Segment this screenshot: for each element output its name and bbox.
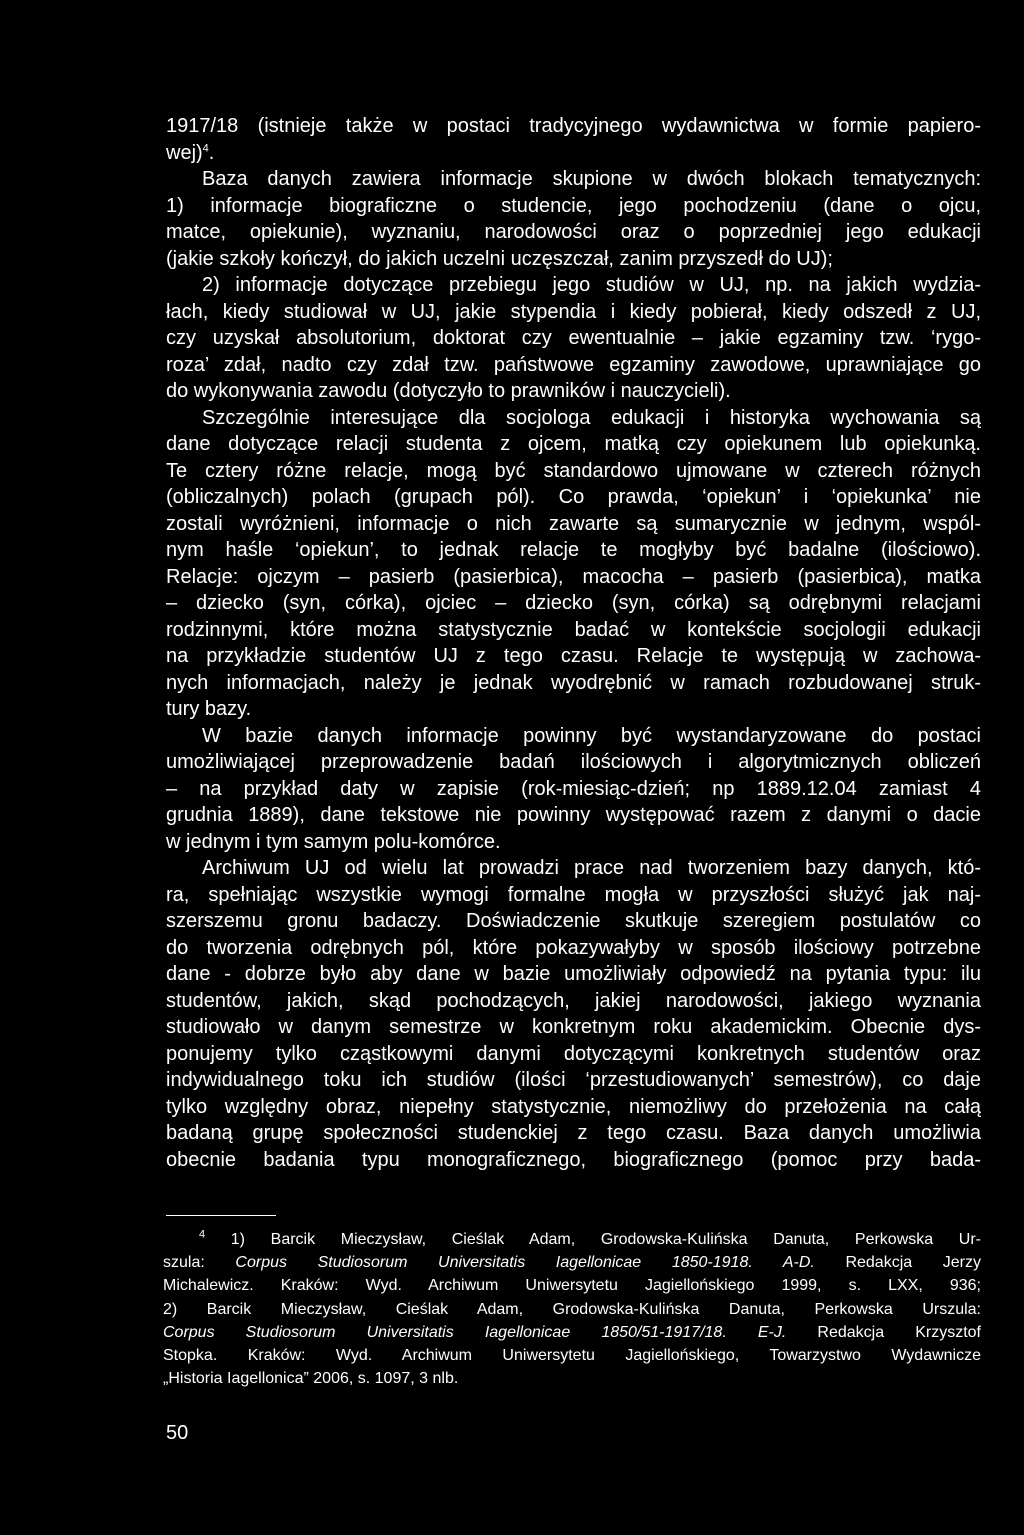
text-line bbox=[166, 193, 981, 220]
text-line-suffix: . bbox=[208, 141, 215, 164]
footnote-marker: 4 bbox=[199, 1228, 206, 1241]
footnote-line bbox=[163, 1344, 981, 1367]
text-line-content: czy uzyskał absolutorium, doktorat czy ewentualnie – jakie egzaminy tzw. ‘rygo- bbox=[166, 327, 981, 349]
text-line-content: Te cztery różne relacje, mogą być standardowo ujmowane w czterech różnych bbox=[166, 459, 981, 482]
text-line bbox=[166, 882, 981, 909]
footnote-text: szula: bbox=[163, 1254, 236, 1272]
text-line-content: studentów, jakich, skąd pochodzących, jakiej narodowości, jakiego wyznania bbox=[166, 989, 981, 1012]
text-line bbox=[166, 352, 981, 379]
text-line-content: – dziecko (syn, córka), ojciec – dziecko (syn, córka) są odrębnymi relacjami bbox=[166, 592, 981, 614]
text-line bbox=[166, 696, 981, 723]
text-line bbox=[166, 1094, 981, 1121]
text-line bbox=[166, 219, 981, 246]
footnote-text: Stopka. Kraków: Wyd. Archiwum Uniwersytetu Jagiellońskiego, Towarzystwo Wydawnicze bbox=[163, 1347, 981, 1365]
text-line-content: wej) bbox=[166, 141, 203, 164]
body-text bbox=[166, 113, 981, 1173]
text-line-content: obecnie badania typu monograficznego, biograficznego (pomoc przy bada- bbox=[166, 1148, 981, 1171]
text-line bbox=[166, 1120, 981, 1147]
text-line-content: matce, opiekunie), wyznaniu, narodowości oraz o poprzedniej jego edukacji bbox=[166, 221, 981, 243]
text-line bbox=[166, 1067, 981, 1094]
text-line-content: ponujemy tylko cząstkowymi danymi dotyczącymi konkretnych studentów oraz bbox=[166, 1042, 981, 1065]
text-line bbox=[166, 405, 981, 432]
text-line bbox=[166, 1147, 981, 1174]
text-line-content: Archiwum UJ od wielu lat prowadzi prace nad tworzeniem bazy danych, któ- bbox=[202, 857, 981, 879]
text-line-content: (jakie szkoły kończył, do jakich uczelni uczęszczał, zanim przyszedł do UJ); bbox=[166, 247, 833, 270]
text-line bbox=[166, 643, 981, 670]
text-line bbox=[166, 246, 981, 273]
text-line bbox=[166, 299, 981, 326]
text-line-content: 1917/18 (istnieje także w postaci tradycyjnego wydawnictwa w formie papiero- bbox=[166, 115, 981, 137]
text-line-content: studiowało w danym semestrze w konkretnym roku akademickim. Obecnie dys- bbox=[166, 1016, 981, 1038]
text-line-content: szerszemu gronu badaczy. Doświadczenie skutkuje szeregiem postulatów co bbox=[166, 910, 981, 932]
text-line bbox=[166, 484, 981, 511]
text-line-content: indywidualnego toku ich studiów (ilości ‘przestudiowanych’ semestrów), co daje bbox=[166, 1069, 981, 1091]
text-line bbox=[166, 961, 981, 988]
footnote-line bbox=[163, 1367, 981, 1390]
footnote-line bbox=[163, 1251, 981, 1274]
text-line bbox=[166, 670, 981, 697]
text-line-content: nych informacjach, należy je jednak wyodrębnić w ramach rozbudowanej struk- bbox=[166, 671, 981, 694]
text-line bbox=[166, 988, 981, 1015]
text-line bbox=[166, 908, 981, 935]
text-line-content: ra, spełniając wszystkie wymogi formalne mogła w przyszłości służyć jak naj- bbox=[166, 883, 981, 906]
text-line-content: W bazie danych informacje powinny być wystandaryzowane do postaci bbox=[202, 724, 981, 747]
footnote-text: Michalewicz. Kraków: Wyd. Archiwum Uniwersytetu Jagiellońskiego 1999, s. LXX, 936; bbox=[163, 1277, 981, 1295]
text-line bbox=[166, 935, 981, 962]
text-line-content: (obliczalnych) polach (grupach pól). Co prawda, ‘opiekun’ i ‘opiekunka’ nie bbox=[166, 486, 981, 508]
text-line-content: do wykonywania zawodu (dotyczyło to prawników i nauczycieli). bbox=[166, 380, 731, 402]
text-line-content: tury bazy. bbox=[166, 698, 252, 720]
text-line-content: dane - dobrze było aby dane w bazie umożliwiały odpowiedź na pytania typu: ilu bbox=[166, 963, 981, 985]
text-line-content: badaną grupę społeczności studenckiej z tego czasu. Baza danych umożliwia bbox=[166, 1122, 981, 1144]
footnote-text: 1) Barcik Mieczysław, Cieślak Adam, Grodowska-Kulińska Danuta, Perkowska Ur- bbox=[230, 1231, 982, 1248]
text-line bbox=[166, 431, 981, 458]
text-line-content: tylko względny obraz, niepełny statystycznie, niemożliwy do przełożenia na całą bbox=[166, 1095, 981, 1118]
text-line bbox=[166, 590, 981, 617]
text-line bbox=[166, 166, 981, 193]
footnote-text: Redakcja Krzysztof bbox=[786, 1323, 981, 1341]
footnote-text: Redakcja Jerzy bbox=[814, 1254, 981, 1272]
text-line bbox=[166, 564, 981, 591]
text-line bbox=[166, 855, 981, 882]
text-line-content: roza’ zdał, nadto czy zdał tzw. państwowe egzaminy zawodowe, uprawniające go bbox=[166, 353, 981, 376]
text-line bbox=[166, 617, 981, 644]
text-line bbox=[166, 802, 981, 829]
text-line-content: Szczególnie interesujące dla socjologa edukacji i historyka wychowania są bbox=[202, 406, 981, 429]
text-line-content: grudnia 1889), dane tekstowe nie powinny występować razem z danymi o dacie bbox=[166, 804, 981, 826]
text-line-content: Baza danych zawiera informacje skupione w dwóch blokach tematycznych: bbox=[202, 168, 981, 190]
text-line bbox=[166, 723, 981, 750]
footnote bbox=[163, 1228, 981, 1390]
text-line-content: – na przykład daty w zapisie (rok-miesiąc-dzień; np 1889.12.04 zamiast 4 bbox=[166, 777, 981, 800]
footnote-reference: 4 bbox=[202, 141, 209, 154]
text-line bbox=[166, 829, 981, 856]
text-line bbox=[166, 378, 981, 405]
footnote-separator bbox=[166, 1215, 276, 1216]
text-line-content: łach, kiedy studiował w UJ, jakie stypendia i kiedy pobierał, kiedy odszedł z UJ, bbox=[166, 300, 981, 323]
text-line-content: nym haśle ‘opiekun’, to jednak relacje te mogłyby być badalne (ilościowo). bbox=[166, 539, 981, 561]
page-number: 50 bbox=[166, 1422, 189, 1444]
text-line bbox=[166, 511, 981, 538]
text-line bbox=[166, 113, 981, 140]
text-line-content: 2) informacje dotyczące przebiegu jego studiów w UJ, np. na jakich wydzia- bbox=[202, 274, 981, 296]
footnote-line bbox=[163, 1228, 981, 1251]
text-line-content: w jednym i tym samym polu-komórce. bbox=[166, 830, 501, 853]
footnote-text: „Historia Iagellonica” 2006, s. 1097, 3 nlb. bbox=[163, 1370, 459, 1388]
text-line bbox=[166, 458, 981, 485]
text-line-content: do tworzenia odrębnych pól, które pokazywałyby w sposób ilościowy potrzebne bbox=[166, 936, 981, 959]
text-line bbox=[166, 325, 981, 352]
text-line bbox=[166, 776, 981, 803]
text-line bbox=[166, 1041, 981, 1068]
text-line-content: 1) informacje biograficzne o studencie, jego pochodzeniu (dane o ojcu, bbox=[166, 194, 981, 217]
footnote-line bbox=[163, 1321, 981, 1344]
text-line-content: na przykładzie studentów UJ z tego czasu. Relacje te występują w zachowa- bbox=[166, 645, 981, 667]
text-line bbox=[166, 537, 981, 564]
text-line-content: dane dotyczące relacji studenta z ojcem, matką czy opiekunem lub opiekunką. bbox=[166, 433, 981, 455]
text-line-content: Relacje: ojczym – pasierb (pasierbica), macocha – pasierb (pasierbica), matka bbox=[166, 565, 981, 588]
footnote-text: 2) Barcik Mieczysław, Cieślak Adam, Grodowska-Kulińska Danuta, Perkowska Urszula: bbox=[163, 1300, 981, 1318]
text-line bbox=[166, 749, 981, 776]
text-line-content: zostali wyróżnieni, informacje o nich zawarte są sumarycznie w jednym, wspól- bbox=[166, 512, 981, 535]
footnote-title: Corpus Studiosorum Universitatis Iagellonicae 1850-1918. A-D. bbox=[235, 1254, 815, 1272]
footnote-line bbox=[163, 1274, 981, 1297]
text-line-content: umożliwiającej przeprowadzenie badań ilościowych i algorytmicznych obliczeń bbox=[166, 751, 981, 773]
text-line bbox=[166, 272, 981, 299]
footnote-line bbox=[163, 1298, 981, 1321]
text-line bbox=[166, 1014, 981, 1041]
text-line-content: rodzinnymi, które można statystycznie badać w kontekście socjologii edukacji bbox=[166, 618, 981, 641]
footnote-title: Corpus Studiosorum Universitatis Iagellonicae 1850/51-1917/18. E-J. bbox=[163, 1323, 787, 1341]
text-line bbox=[166, 140, 981, 167]
